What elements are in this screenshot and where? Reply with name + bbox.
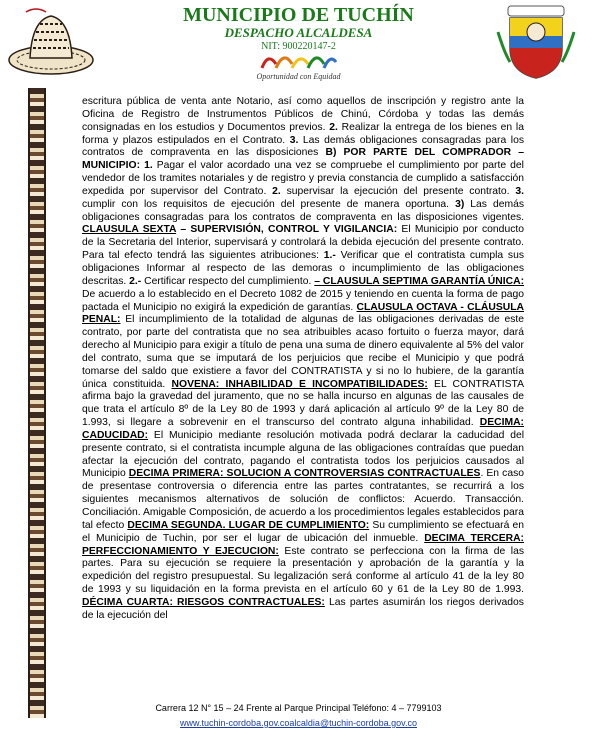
woven-border-decoration (28, 88, 46, 718)
clause-seventh-heading: – CLAUSULA SEPTIMA GARANTÍA ÚNICA: (314, 275, 525, 287)
clause-tenth-heading: DECIMA: CADUCIDAD: (82, 417, 524, 441)
clause-eleventh-heading: DECIMA PRIMERA: SOLUCION A CONTROVERSIAS CONTRACTUALES (128, 468, 481, 480)
clause-ninth-heading: NOVENA: INHABILIDAD E INCOMPATIBILIDADES: (171, 378, 428, 390)
part-b-heading: B) POR PARTE DEL COMPRADOR – MUNICIPIO: 1. (82, 147, 524, 172)
clause-thirteenth-heading: DECIMA TERCERA: PERFECCIONAMIENTO Y EJECUCION: (82, 532, 524, 557)
municipal-brand-logo (258, 50, 338, 72)
clause-sixth-heading: CLAUSULA SEXTA (82, 224, 177, 236)
footer-web-link[interactable]: www.tuchin-cordoba.gov.coalcaldia@tuchin-cordoba.gov.co (180, 718, 417, 728)
footer-address: Carrera 12 N° 15 – 24 Frente al Parque Principal Teléfono: 4 – 7799103 (155, 703, 442, 713)
contract-paragraph: escritura pública de venta ante Notario, así como aquellos de inscripción y registro ante la Oficina de Registro de Instrumentos Públicos de Chinú, Córdoba y todas las demás consignadas en los estudios y Documentos previos. 2. Realizar la entrega de los bienes en la forma y plazos estipulados en el Contrato. 3. Las demás obligaciones consagradas para los contratos de compraventa en las disposiciones B) POR PARTE DEL COMPRADOR – MUNICIPIO: 1. Pagar el valor acordado una vez se compruebe el cumplimiento por parte del vendedor de los tramites notariales y de registro y previa constancia de cumplido a satisfacción expedida por supervisor del Contrato. 2. supervisar la ejecución del presente contrato. 3. cumplir con los requisitos de ejecución del presente de manera oportuna. 3) Las demás obligaciones consagradas para los contratos de compraventa en las disposiciones vigentes. CLAUSULA SEXTA – SUPERVISIÓN, CONTROL Y VIGILANCIA: El Municipio por conducto de la Secretaria del Interior, supervisará y controlará la debida ejecución del presente contrato. Para tal efecto tendrá las siguientes atribuciones: 1.- Verificar que el contratista cumpla sus obligaciones Informar al respecto de las demoras o incumplimiento de las obligaciones descritas. 2.- Certificar respecto del cumplimiento. – CLAUSULA SEPTIMA GARANTÍA ÚNICA: De acuerdo a lo establecido en el Decreto 1082 de 2015 y teniendo en cuenta la forma de pago pactada el Municipio no exigirá la expedición de garantías. CLAUSULA OCTAVA - CLÁUSULA PENAL: El incumplimiento de la totalidad de algunas de las obligaciones derivadas de este contrato, por parte del contratista que no sea atribuibles acaso fortuito o fuerza mayor, dará derecho al Municipio para exigir a título de pena una suma de dinero equivalente al 5% del valor del contrato, suma que se imputará de los perjuicios que recibe el Municipio y que podrá tomarse del saldo que existiere a favor del CONTRATISTA y si no lo hubiere, de la garantía única constituida. NOVENA: INHABILIDAD E INCOMPATIBILIDADES: EL CONTRATISTA afirma bajo la gravedad del juramento, que no se halla incurso en algunas de las causales de que trata el artículo 8º de la Ley 80 de 1993 y dará aplicación al artículo 9º de la Ley 80 de 1.993, si llegare a sobrevenir en el transcurso del contrato alguna inhabilidad. DECIMA: CADUCIDAD: El Municipio mediante resolución motivada podrá declarar la caducidad del presente contrato, si el contratista incumple alguna de las obligaciones contraídas que puedan afectar la ejecución del contrato, pagando el contratista todos los perjuicios causados al Municipio DECIMA PRIMERA: SOLUCION A CONTROVERSIAS CONTRACTUALES. En caso de presentase controversia o diferencia entre las partes contratantes, se recurrirá a los siguientes mecanismos alternativos de solución de conflictos: Acuerdo. Transacción. Conciliación. Amigable Composición, de acuerdo a los procedimientos legales establecidos para tal efecto DECIMA SEGUNDA. LUGAR DE CUMPLIMIENTO: Su cumplimiento se efectuará en el Municipio de Tuchin, por ser el lugar de ubicación del inmueble. DECIMA TERCERA: PERFECCIONAMIENTO Y EJECUCION: Este contrato se perfecciona con la firma de las partes. Para su ejecución se requiere la presentación y aprobación de la garantía y la expedición del registro presupuestal. Su legalización será conforme al artículo 41 de la ley 80 de 1993 y su liquidación en la forma prevista en el artículo 60 y 61 de la Ley 80 de 1.993. DÉCIMA CUARTA: RIESGOS CONTRACTUALES: Las partes asumirán los riegos derivados de la ejecución del (82, 96, 525, 621)
clause-eighth-heading: CLAUSULA OCTAVA - CLÁUSULA PENAL: (82, 301, 524, 326)
clause-twelfth-heading: DECIMA SEGUNDA. LUGAR DE CUMPLIMIENTO: (127, 519, 370, 531)
slogan: Oportunidad con Equidad (256, 72, 341, 81)
office-subtitle: DESPACHO ALCALDESA (224, 25, 373, 40)
nit-number: NIT: 900220147-2 (261, 41, 336, 52)
contract-text (82, 96, 524, 623)
municipality-title: MUNICIPIO DE TUCHÍN (183, 4, 414, 26)
clause-fourteenth-heading: DÉCIMA CUARTA: RIESGOS CONTRACTUALES: (82, 596, 325, 608)
